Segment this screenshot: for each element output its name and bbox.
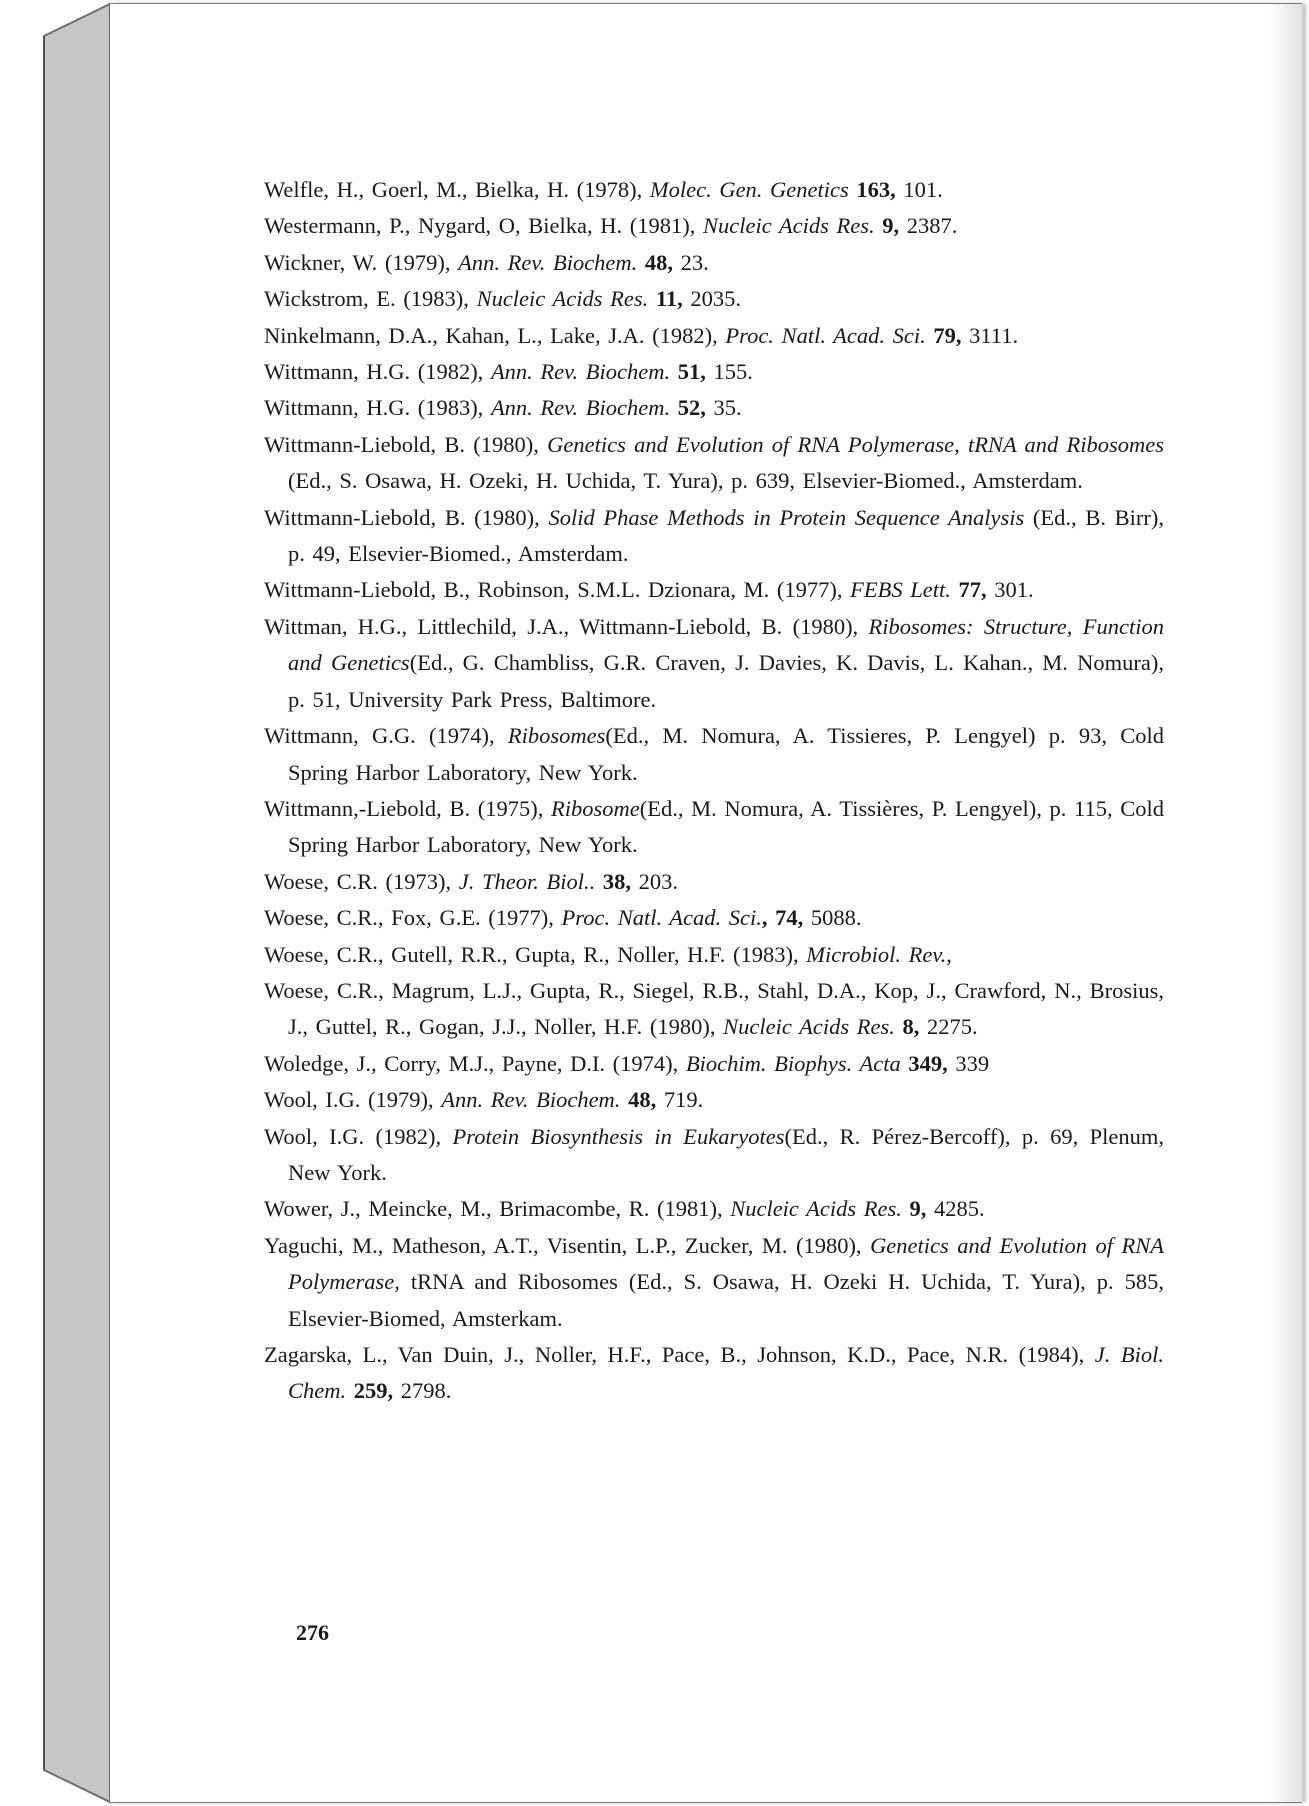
reference-title: Nucleic Acids Res.	[702, 213, 875, 239]
reference-details: 301.	[994, 577, 1034, 603]
reference-volume: 163,	[848, 177, 904, 202]
reference-entry	[264, 864, 1164, 900]
page-number: 276	[296, 1620, 329, 1645]
reference-entry	[264, 318, 1164, 354]
reference-volume: 8,	[894, 1014, 927, 1040]
reference-title: Molec. Gen. Genetics	[649, 177, 849, 202]
reference-title: J. Biol. Chem.	[288, 1342, 1164, 1404]
reference-title: Ann. Rev. Biochem.	[490, 359, 671, 385]
reference-volume: 79,	[925, 322, 970, 348]
reference-title: Genetics and Evolution of RNA Polymerase, tRNA and Ribosomes	[547, 431, 1165, 457]
reference-details: (Ed., M. Nomura, A. Tissières, P. Lengyel), p. 115, Cold Spring Harbor Laboratory, New York.	[288, 795, 1165, 858]
reference-details: 339	[955, 1050, 990, 1076]
reference-title: Ann. Rev. Biochem.	[458, 249, 638, 275]
reference-title: Proc. Natl. Acad. Sci.	[725, 322, 926, 348]
reference-entry	[264, 1119, 1164, 1192]
reference-authors: Wittmann-Liebold, B. (1980),	[264, 431, 548, 457]
reference-title: Biochim. Biophys. Acta	[685, 1050, 901, 1076]
reference-authors: Zagarska, L., Van Duin, J., Noller, H.F., Pace, B., Johnson, K.D., Pace, N.R. (1984),	[264, 1342, 1095, 1367]
reference-details: 5088.	[810, 905, 862, 931]
reference-entry	[264, 281, 1164, 317]
reference-details: 203.	[638, 868, 679, 894]
reference-title: Proc. Natl. Acad. Sci.	[561, 905, 762, 931]
reference-entry	[264, 500, 1164, 573]
reference-details: 2035.	[690, 286, 741, 312]
reference-details: (Ed., S. Osawa, H. Ozeki, H. Uchida, T. Yura), p. 639, Elsevier-Biomed., Amsterdam.	[288, 468, 1083, 494]
reference-entry	[264, 1046, 1164, 1082]
reference-details: ,	[946, 941, 952, 967]
reference-entry	[264, 1191, 1164, 1227]
reference-title: Microbiol. Rev.	[806, 941, 947, 967]
reference-title: Nucleic Acids Res.	[476, 286, 649, 312]
reference-authors: Wittman, H.G., Littlechild, J.A., Wittmann-Liebold, B. (1980),	[264, 613, 869, 639]
reference-entry	[264, 900, 1164, 936]
reference-entry	[264, 572, 1164, 608]
reference-authors: Woese, C.R., Gutell, R.R., Gupta, R., Noller, H.F. (1983),	[264, 941, 807, 967]
reference-authors: Woledge, J., Corry, M.J., Payne, D.I. (1974),	[264, 1050, 686, 1076]
reference-volume: 51,	[670, 359, 714, 385]
reference-details: 155.	[713, 359, 753, 385]
reference-volume: 9,	[874, 213, 907, 239]
reference-authors: Woese, C.R. (1973),	[264, 868, 459, 894]
reference-entry	[264, 791, 1164, 864]
reference-title: Ribosome	[551, 795, 640, 821]
reference-details: 2387.	[906, 213, 958, 239]
reference-details: (Ed., M. Nomura, A. Tissieres, P. Lengyel) p. 93, Cold Spring Harbor Laboratory, New York.	[288, 723, 1164, 785]
reference-entry	[264, 354, 1164, 390]
reference-authors: Westermann, P., Nygard, O, Bielka, H. (1981),	[264, 213, 703, 239]
reference-details: 2798.	[400, 1378, 452, 1404]
reference-authors: Wittmann-Liebold, B., Robinson, S.M.L. Dzionara, M. (1977),	[264, 577, 851, 603]
reference-title: Protein Biosynthesis in Eukaryotes	[452, 1123, 785, 1149]
reference-volume: 52,	[670, 395, 714, 421]
reference-authors: Ninkelmann, D.A., Kahan, L., Lake, J.A. (1982),	[264, 322, 726, 348]
reference-entry	[264, 1228, 1164, 1337]
reference-volume: 48,	[620, 1087, 664, 1113]
reference-authors: Welfle, H., Goerl, M., Bielka, H. (1978),	[264, 177, 650, 202]
reference-details: 4285.	[934, 1196, 985, 1222]
reference-authors: Wickner, W. (1979),	[264, 249, 459, 275]
reference-details: tRNA and Ribosomes (Ed., S. Osawa, H. Ozeki H. Uchida, T. Yura), p. 585, Elsevier-Biomed, Amsterkam.	[288, 1269, 1164, 1331]
reference-entry	[264, 427, 1164, 500]
reference-title: Ann. Rev. Biochem.	[441, 1087, 621, 1113]
reference-entry	[264, 937, 1164, 973]
reference-entry	[264, 718, 1164, 791]
reference-details: (Ed., R. Pérez-Bercoff), p. 69, Plenum, New York.	[288, 1123, 1164, 1185]
reference-title: Ann. Rev. Biochem.	[490, 395, 671, 421]
reference-entry	[264, 172, 1164, 208]
page-edge-shadow	[1270, 4, 1306, 1802]
reference-details: (Ed., G. Chambliss, G.R. Craven, J. Davies, K. Davis, L. Kahan., M. Nomura), p. 51, University Park Press, Baltimore.	[288, 650, 1165, 712]
reference-title: J. Theor. Biol..	[458, 868, 596, 894]
reference-details: 35.	[713, 395, 742, 421]
reference-authors: Wittmann, H.G. (1982),	[264, 359, 491, 385]
reference-details: (Ed., B. Birr), p. 49, Elsevier-Biomed., Amsterdam.	[288, 504, 1165, 567]
reference-authors: Wower, J., Meincke, M., Brimacombe, R. (1981),	[264, 1196, 731, 1222]
reference-authors: Woese, C.R., Magrum, L.J., Gupta, R., Siegel, R.B., Stahl, D.A., Kop, J., Crawford, N., Brosius, J., Guttel, R., Gogan, J.J., Noller, H.F. (1980),	[264, 977, 1164, 1040]
reference-authors: Wittmann,-Liebold, B. (1975),	[264, 795, 551, 821]
reference-volume: , 74,	[761, 905, 811, 931]
reference-entry	[264, 609, 1164, 718]
reference-details: 2275.	[926, 1014, 978, 1040]
reference-entry	[264, 1082, 1164, 1118]
reference-details: 719.	[663, 1087, 704, 1113]
reference-details: 23.	[680, 249, 709, 275]
reference-volume: 48,	[637, 249, 681, 275]
reference-title: Solid Phase Methods in Protein Sequence Analysis	[548, 504, 1025, 530]
reference-entry	[264, 1337, 1164, 1410]
reference-volume: 77,	[950, 577, 995, 603]
reference-entry	[264, 973, 1164, 1046]
reference-authors: Wittmann-Liebold, B. (1980),	[264, 504, 549, 530]
reference-authors: Wickstrom, E. (1983),	[264, 286, 477, 312]
reference-authors: Wittmann, G.G. (1974),	[264, 723, 508, 749]
reference-volume: 349,	[900, 1050, 956, 1076]
reference-entry	[264, 208, 1164, 244]
reference-title: Nucleic Acids Res.	[723, 1014, 895, 1040]
reference-title: Genetics and Evolution of RNA Polymerase,	[288, 1232, 1164, 1295]
reference-list	[264, 172, 1164, 1410]
reference-authors: Yaguchi, M., Matheson, A.T., Visentin, L.P., Zucker, M. (1980),	[264, 1232, 871, 1258]
reference-title: FEBS Lett.	[850, 577, 951, 603]
reference-volume: 11,	[648, 286, 691, 312]
reference-authors: Wool, I.G. (1979),	[264, 1087, 442, 1113]
reference-volume: 9,	[901, 1196, 934, 1222]
reference-authors: Wool, I.G. (1982),	[264, 1123, 453, 1149]
reference-title: Ribosomes	[507, 723, 606, 749]
reference-authors: Woese, C.R., Fox, G.E. (1977),	[264, 905, 562, 931]
reference-details: 3111.	[969, 322, 1019, 348]
reference-volume: 38,	[595, 868, 639, 894]
reference-details: 101.	[903, 177, 943, 202]
reference-title: Nucleic Acids Res.	[730, 1196, 902, 1222]
reference-volume: 259,	[346, 1378, 401, 1404]
reference-entry	[264, 245, 1164, 281]
reference-title: Ribosomes: Structure, Function and Genetics	[288, 613, 1164, 676]
reference-entry	[264, 390, 1164, 426]
reference-authors: Wittmann, H.G. (1983),	[264, 395, 491, 421]
